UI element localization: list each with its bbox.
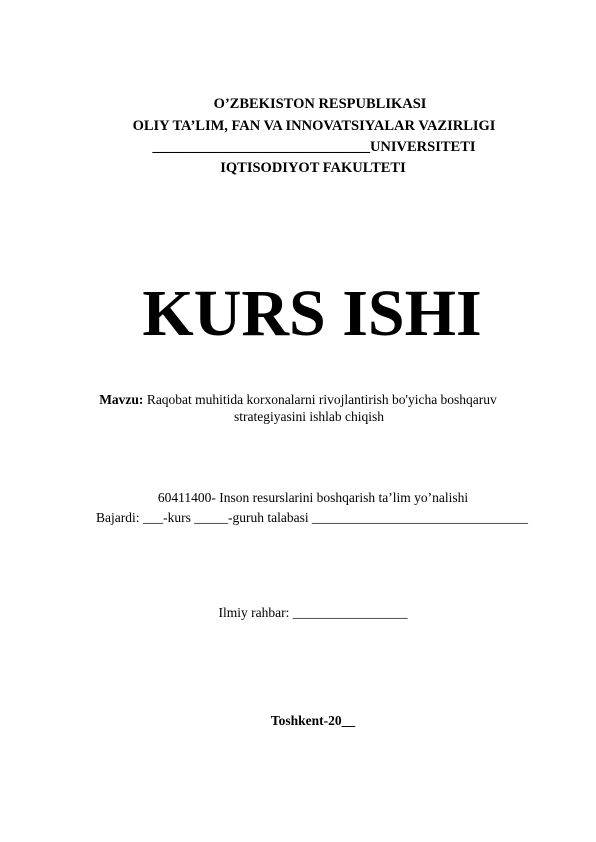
university-blank: ______________________________ xyxy=(152,139,370,155)
ministry-title: OLIY TA’LIM, FAN VA INNOVATSIYALAR VAZIRLIGI xyxy=(132,118,496,134)
topic-text-1: Raqobat muhitida korxonalarni rivojlantirish bo'yicha boshqaruv xyxy=(146,392,497,407)
topic-line-2: strategiyasini ishlab chiqish xyxy=(234,409,384,424)
country-title: O’ZBEKISTON RESPUBLIKASI xyxy=(213,96,427,112)
topic-line-1 xyxy=(0,392,596,408)
faculty-title: IQTISODIYOT FAKULTETI xyxy=(220,160,406,176)
supervisor-line: Ilmiy rahbar: _________________ xyxy=(218,605,408,620)
document-title: KURS ISHI xyxy=(142,277,482,350)
university-label: UNIVERSITETI xyxy=(369,139,476,155)
performer-line: Bajardi: ___-kurs _____-guruh talabasi ________________________________ xyxy=(96,510,528,525)
place-year: Toshkent-20__ xyxy=(270,713,356,728)
university-line xyxy=(0,139,596,156)
topic-label: Mavzu: xyxy=(99,392,144,407)
study-direction: 60411400- Inson resurslarini boshqarish ta’lim yo’nalishi xyxy=(157,490,469,505)
